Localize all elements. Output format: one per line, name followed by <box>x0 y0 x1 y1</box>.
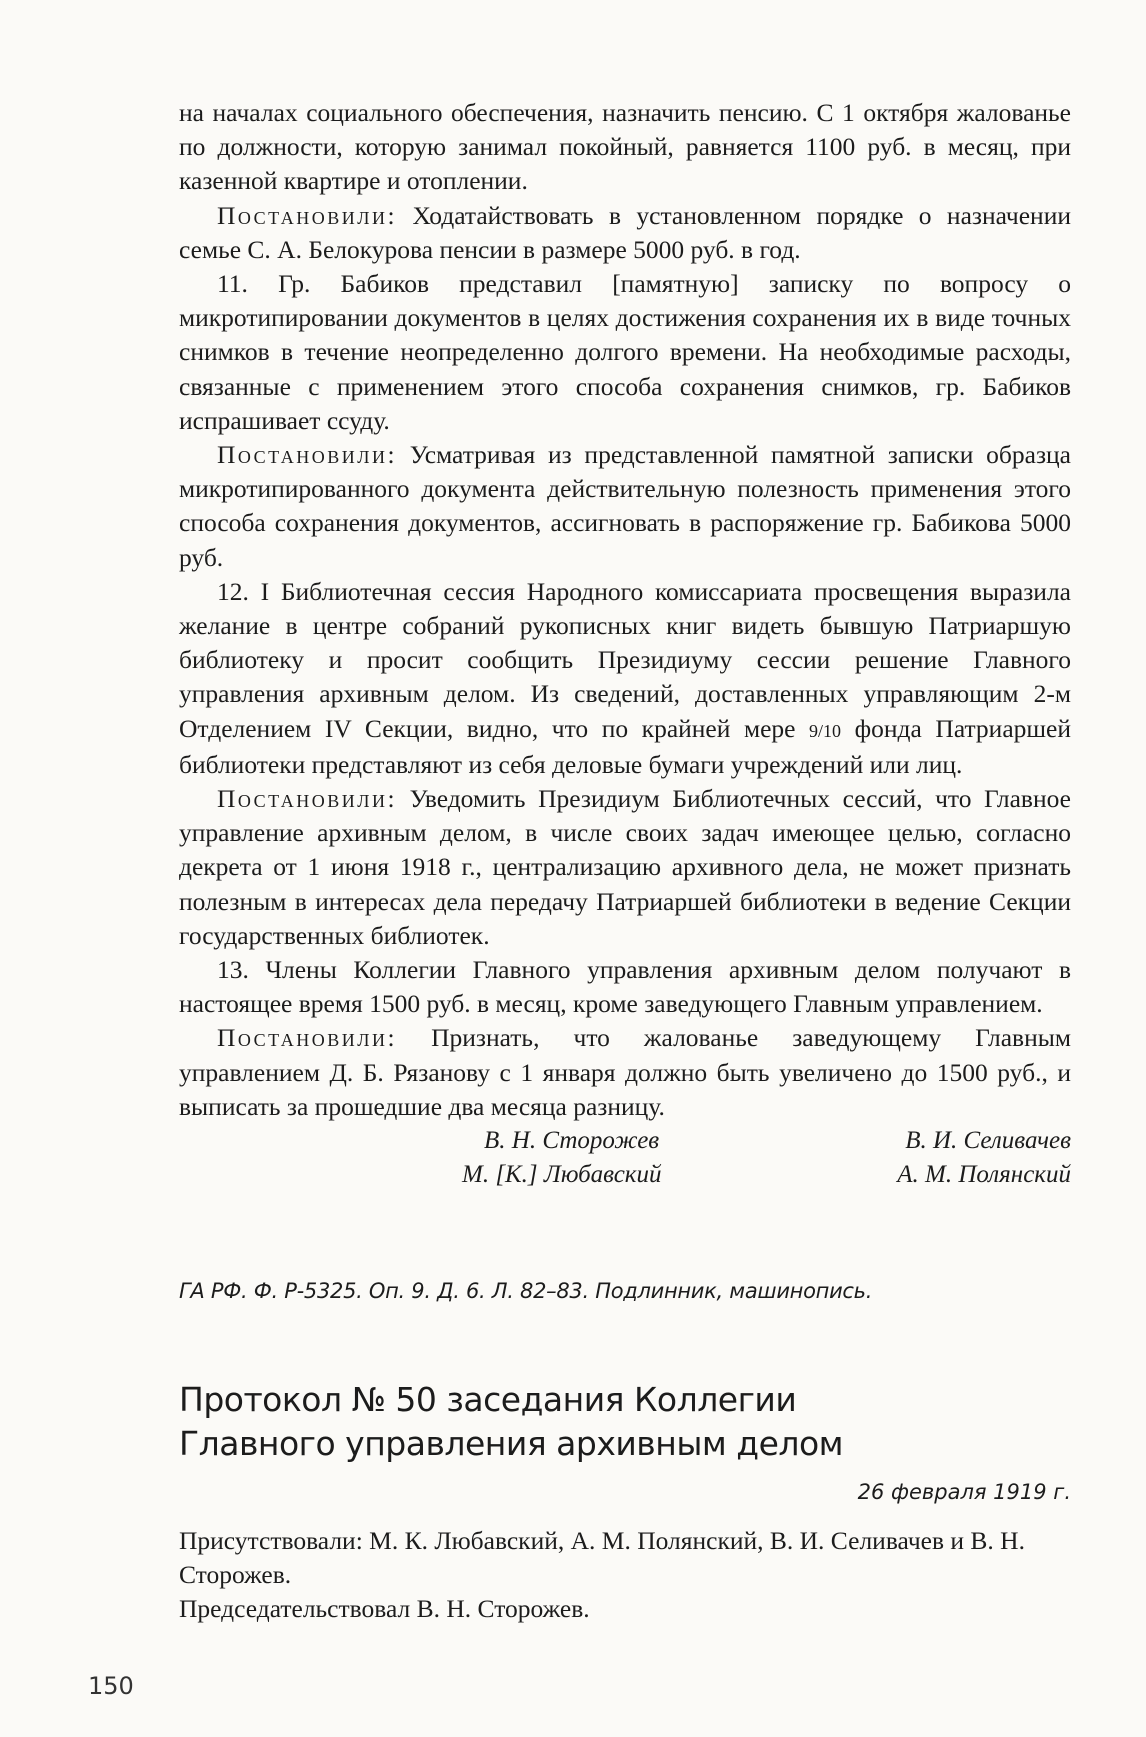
chair: Председательствовал В. Н. Сторожев. <box>179 1594 590 1624</box>
page-number: 150 <box>88 1672 134 1700</box>
resolution-label: Постановили: <box>217 784 398 814</box>
resolution-text: Усматривая из представленной памятной записки образца микротипированного документа действительную полезность применения этого способа сохранения документов, ассигновать в распоряжение гр. Бабикова 5000 руб. <box>179 440 1071 572</box>
fraction: 9/10 <box>809 720 842 741</box>
signature: В. И. Селивачев <box>905 1127 1071 1155</box>
resolution-label: Постановили: <box>217 200 398 230</box>
attendees: Присутствовали: М. К. Любавский, А. М. Полянский, В. И. Селивачев и В. Н. Сторожев. <box>179 1526 1025 1590</box>
attendance-block <box>179 1524 1071 1627</box>
signature: В. Н. Сторожев <box>484 1127 660 1155</box>
paragraph <box>179 1021 1071 1124</box>
heading-line: Главного управления архивным делом <box>179 1424 844 1463</box>
resolution-text: Признать, что жалованье заведующему Главным управлением Д. Б. Рязанову с 1 января должно быть увеличено до 1500 руб., и выписать за прошедшие два месяца разницу. <box>179 1023 1071 1121</box>
paragraph <box>179 438 1071 575</box>
paragraph-text: фонда Патриаршей библиотеки представляют из себя деловые бумаги учреждений или лиц. <box>179 713 1071 779</box>
paragraph <box>179 575 1071 782</box>
heading-line: Протокол № 50 заседания Коллегии <box>179 1380 797 1419</box>
signature: А. М. Полянский <box>897 1161 1071 1189</box>
resolution-text: Уведомить Президиум Библиотечных сессий, что Главное управление архивным делом, в числе своих задач имеющее целью, согласно декрета от 1 июня 1918 г., централизацию архивного дела, не может признать полезным в интересах дела передачу Патриаршей библиотеки в ведение Секции государственных библиотек. <box>179 784 1071 950</box>
resolution-text: Ходатайствовать в установленном порядке о назначении семье С. А. Белокурова пенсии в размере 5000 руб. в год. <box>179 200 1071 264</box>
body-text <box>179 96 1071 1192</box>
paragraph <box>179 199 1071 267</box>
resolution-label: Постановили: <box>217 1023 398 1053</box>
signature: М. [К.] Любавский <box>462 1161 662 1189</box>
paragraph: на началах социального обеспечения, назначить пенсию. С 1 октября жалованье по должности, которую занимал покойный, равняется 1100 руб. в месяц, при казенной квартире и отоплении. <box>179 98 1071 196</box>
signatures <box>179 1124 1071 1192</box>
section-heading <box>179 1378 1071 1466</box>
meeting-date: 26 февраля 1919 г. <box>857 1480 1071 1504</box>
paragraph: 11. Гр. Бабиков представил [памятную] записку по вопросу о микротипировании документов в целях достижения сохранения их в виде точных снимков в течение неопределенно долгого времени. На необходимые расходы, связанные с применением этого способа сохранения снимков, гр. Бабиков испрашивает ссуду. <box>179 269 1071 435</box>
paragraph: 13. Члены Коллегии Главного управления архивным делом получают в настоящее время 1500 руб. в месяц, кроме заведующего Главным управлением. <box>179 955 1071 1019</box>
archive-source: ГА РФ. Ф. Р-5325. Оп. 9. Д. 6. Л. 82–83. Подлинник, машинопись. <box>179 1279 873 1303</box>
resolution-label: Постановили: <box>217 440 398 470</box>
paragraph-text: 12. I Библиотечная сессия Народного комиссариата просвещения выразила желание в центре собраний рукописных книг видеть бывшую Патриаршую библиотеку и просит сообщить Президиуму сессии решение Главного управления архивным делом. Из сведений, доставленных управляющим 2-м Отделением IV Секции, видно, что по крайней мере <box>179 576 1071 743</box>
paragraph <box>179 782 1071 953</box>
